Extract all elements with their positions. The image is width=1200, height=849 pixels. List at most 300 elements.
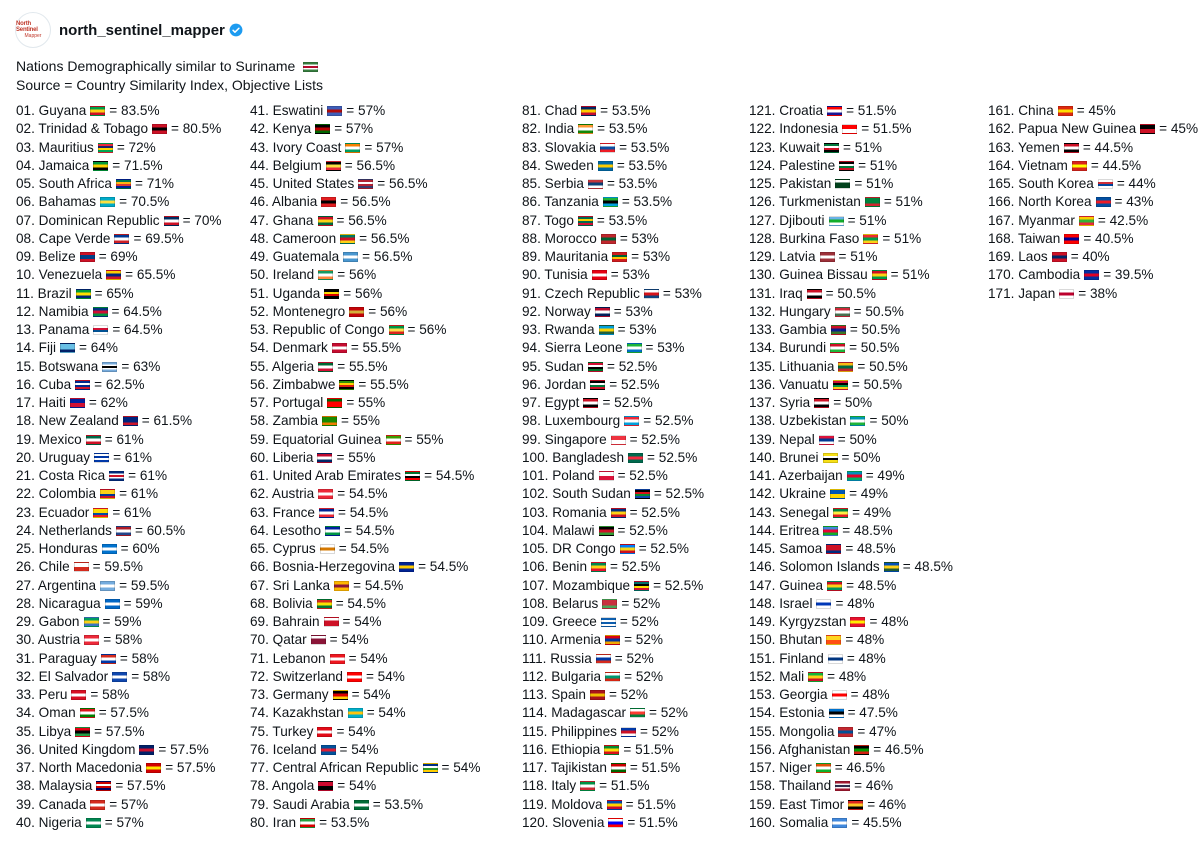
similarity-value: = 52.5% <box>617 522 668 538</box>
country-flag-icon <box>300 818 315 828</box>
country-label: 115. Philippines <box>522 723 617 739</box>
similarity-value: = 69.5% <box>133 230 184 246</box>
country-label: 154. Estonia <box>749 705 825 721</box>
ranking-row <box>749 339 953 357</box>
country-flag-icon <box>324 617 339 627</box>
country-flag-icon <box>828 654 843 664</box>
similarity-value: = 57.5% <box>115 778 166 794</box>
ranking-row <box>749 157 953 175</box>
similarity-value: = 56.5% <box>336 212 387 228</box>
ranking-row <box>749 668 953 686</box>
country-label: 142. Ukraine <box>749 486 827 502</box>
ranking-row <box>749 741 953 759</box>
similarity-value: = 48% <box>846 650 886 666</box>
country-label: 135. Lithuania <box>749 358 835 374</box>
similarity-value: = 52% <box>619 614 659 629</box>
country-flag-icon <box>850 416 865 426</box>
ranking-row <box>250 522 480 540</box>
country-flag-icon <box>318 362 333 372</box>
country-label: 52. Montenegro <box>250 303 346 319</box>
country-flag-icon <box>80 708 95 718</box>
ranking-row <box>250 759 480 777</box>
ranking-row <box>749 212 953 230</box>
similarity-value: = 50% <box>869 413 909 429</box>
country-label: 01. Guyana <box>16 103 87 118</box>
ranking-row <box>250 613 480 631</box>
country-flag-icon <box>842 124 857 134</box>
country-label: 48. Cameroon <box>250 230 337 246</box>
ranking-row <box>250 212 480 230</box>
country-flag-icon <box>321 197 336 207</box>
country-flag-icon <box>1064 143 1079 153</box>
ranking-row <box>522 120 704 138</box>
country-flag-icon <box>816 763 831 773</box>
country-flag-icon <box>588 179 603 189</box>
ranking-row <box>522 157 704 175</box>
ranking-row <box>16 120 222 138</box>
ranking-row <box>16 558 222 576</box>
similarity-value: = 51.5% <box>627 814 678 830</box>
country-flag-icon <box>345 143 360 153</box>
country-flag-icon <box>580 781 595 791</box>
ranking-row <box>250 814 480 832</box>
country-flag-icon <box>835 179 850 189</box>
similarity-value: = 62.5% <box>94 376 145 392</box>
country-label: 140. Brunei <box>749 449 819 465</box>
similarity-value: = 52.5% <box>609 376 660 392</box>
country-label: 57. Portugal <box>250 395 324 410</box>
similarity-value: = 52.5% <box>653 577 704 593</box>
ranking-row <box>250 157 480 175</box>
country-flag-icon <box>644 289 659 299</box>
ranking-row <box>749 358 953 376</box>
ranking-row <box>749 139 953 157</box>
similarity-value: = 51% <box>882 230 922 246</box>
country-flag-icon <box>93 161 108 171</box>
country-label: 89. Mauritania <box>522 249 609 264</box>
similarity-value: = 52% <box>639 723 679 739</box>
similarity-value: = 65% <box>94 285 134 301</box>
ranking-row <box>250 285 480 303</box>
similarity-value: = 49% <box>849 486 889 502</box>
ranking-row <box>16 777 222 795</box>
ranking-row <box>988 212 1198 230</box>
ranking-row <box>749 449 953 467</box>
country-flag-icon <box>603 197 618 207</box>
country-label: 83. Slovakia <box>522 139 597 155</box>
country-label: 103. Romania <box>522 504 607 520</box>
similarity-value: = 51% <box>858 157 898 173</box>
similarity-value: = 69% <box>98 249 138 264</box>
country-label: 136. Vanuatu <box>749 376 829 392</box>
country-flag-icon <box>347 672 362 682</box>
country-label: 33. Peru <box>16 687 68 702</box>
similarity-value: = 72% <box>116 139 156 155</box>
country-label: 28. Nicaragua <box>16 595 101 611</box>
country-label: 27. Argentina <box>16 577 97 593</box>
similarity-value: = 53% <box>613 303 653 319</box>
ranking-row <box>250 577 480 595</box>
country-flag-icon <box>814 398 829 408</box>
similarity-value: = 71.5% <box>112 157 163 173</box>
similarity-value: = 59.5% <box>92 559 143 575</box>
similarity-value: = 44.5% <box>1082 139 1134 155</box>
ranking-row <box>16 613 222 631</box>
country-label: 162. Papua New Guinea <box>988 121 1137 137</box>
ranking-row <box>522 358 704 376</box>
ranking-row <box>749 175 953 193</box>
country-flag-icon <box>164 216 179 226</box>
similarity-value: = 52.5% <box>629 504 680 520</box>
country-flag-icon <box>595 307 610 317</box>
similarity-value: = 52.5% <box>653 486 705 502</box>
ranking-row <box>16 431 222 449</box>
ranking-row <box>749 285 953 303</box>
country-label: 72. Switzerland <box>250 668 343 684</box>
ranking-row <box>522 285 704 303</box>
country-flag-icon <box>100 197 115 207</box>
ranking-row <box>250 376 480 394</box>
ranking-row <box>250 120 480 138</box>
similarity-value: = 50% <box>837 431 877 447</box>
ranking-row <box>16 577 222 595</box>
country-label: 47. Ghana <box>250 212 314 228</box>
similarity-value: = 46.5% <box>873 741 924 757</box>
country-flag-icon <box>112 672 127 682</box>
country-flag-icon <box>340 234 355 244</box>
similarity-value: = 52.5% <box>638 541 689 556</box>
similarity-value: = 51.5% <box>599 778 650 794</box>
country-label: 114. Madagascar <box>522 705 627 721</box>
ranking-row <box>988 139 1198 157</box>
country-label: 42. Kenya <box>250 121 312 137</box>
similarity-value: = 53.5% <box>619 139 670 155</box>
country-flag-icon <box>322 416 337 426</box>
similarity-value: = 59% <box>123 595 163 611</box>
country-label: 45. United States <box>250 176 355 191</box>
country-flag-icon <box>101 654 116 664</box>
ranking-row <box>16 668 222 686</box>
similarity-value: = 48% <box>827 668 867 684</box>
caption-title: Nations Demographically similar to Suriname <box>16 58 296 74</box>
similarity-value: = 58% <box>131 668 171 684</box>
country-flag-icon <box>620 544 635 554</box>
ranking-row <box>250 230 480 248</box>
country-flag-icon <box>598 161 613 171</box>
country-flag-icon <box>1058 106 1073 116</box>
ranking-row <box>16 595 222 613</box>
ranking-row <box>522 303 704 321</box>
country-label: 122. Indonesia <box>749 121 839 137</box>
ranking-row <box>522 248 704 266</box>
similarity-value: = 54.5% <box>338 541 389 556</box>
country-label: 127. Djibouti <box>749 212 825 228</box>
similarity-value: = 80.5% <box>171 121 222 137</box>
similarity-value: = 40% <box>1070 249 1110 264</box>
ranking-row <box>16 212 222 230</box>
country-flag-icon <box>317 599 332 609</box>
country-flag-icon <box>826 635 841 645</box>
ranking-row <box>16 540 222 558</box>
ranking-row <box>988 193 1198 211</box>
ranking-row <box>250 723 480 741</box>
country-label: 101. Poland <box>522 468 595 483</box>
country-label: 70. Qatar <box>250 632 307 648</box>
similarity-value: = 53% <box>662 285 702 301</box>
country-flag-icon <box>624 416 639 426</box>
similarity-value: = 48% <box>835 595 875 611</box>
ranking-row <box>16 157 222 175</box>
country-flag-icon <box>116 526 131 536</box>
similarity-value: = 65.5% <box>125 267 176 283</box>
ranking-row <box>250 339 480 357</box>
country-flag-icon <box>839 161 854 171</box>
country-label: 107. Mozambique <box>522 577 631 593</box>
similarity-value: = 70% <box>182 212 222 228</box>
country-flag-icon <box>70 398 85 408</box>
country-flag-icon <box>596 654 611 664</box>
country-label: 74. Kazakhstan <box>250 705 344 721</box>
similarity-value: = 71% <box>134 176 174 191</box>
country-flag-icon <box>605 635 620 645</box>
country-label: 63. France <box>250 504 315 520</box>
country-label: 29. Gabon <box>16 614 80 629</box>
country-flag-icon <box>71 690 86 700</box>
ranking-row <box>988 230 1198 248</box>
ranking-row <box>522 212 704 230</box>
avatar-label-bottom: Mapper <box>24 33 42 39</box>
ranking-row <box>16 485 222 503</box>
country-flag-icon <box>76 289 91 299</box>
country-label: 69. Bahrain <box>250 614 320 629</box>
country-label: 125. Pakistan <box>749 176 832 191</box>
ranking-row <box>749 540 953 558</box>
country-flag-icon <box>1098 179 1113 189</box>
similarity-value: = 56% <box>337 267 377 283</box>
country-label: 112. Bulgaria <box>522 668 602 684</box>
country-flag-icon <box>320 544 335 554</box>
ranking-row <box>749 431 953 449</box>
ranking-row <box>988 248 1198 266</box>
country-label: 30. Austria <box>16 632 81 648</box>
ranking-row <box>749 650 953 668</box>
similarity-value: = 51.5% <box>846 103 897 118</box>
similarity-value: = 51% <box>847 212 887 228</box>
country-label: 168. Taiwan <box>988 230 1061 246</box>
country-label: 39. Canada <box>16 796 87 812</box>
country-label: 119. Moldova <box>522 796 603 812</box>
ranking-row <box>250 193 480 211</box>
country-label: 165. South Korea <box>988 176 1094 191</box>
similarity-value: = 50.5% <box>849 340 900 356</box>
ranking-row <box>522 796 704 814</box>
ranking-row <box>250 358 480 376</box>
country-label: 20. Uruguay <box>16 449 91 465</box>
ranking-row <box>522 814 704 832</box>
similarity-value: = 44% <box>1116 176 1156 191</box>
similarity-value: = 53% <box>645 340 685 356</box>
country-flag-icon <box>820 252 835 262</box>
country-flag-icon <box>327 106 342 116</box>
similarity-value: = 57% <box>346 103 386 118</box>
country-label: 73. Germany <box>250 687 329 702</box>
ranking-row <box>749 102 953 120</box>
similarity-value: = 55.5% <box>337 358 388 374</box>
similarity-value: = 52% <box>621 595 661 611</box>
similarity-value: = 52.5% <box>629 431 680 447</box>
country-label: 150. Bhutan <box>749 632 823 648</box>
similarity-value: = 50.5% <box>851 376 903 392</box>
country-label: 82. India <box>522 121 575 137</box>
ranking-row <box>522 741 704 759</box>
country-label: 152. Mali <box>749 668 805 684</box>
country-flag-icon <box>611 508 626 518</box>
country-flag-icon <box>116 179 131 189</box>
country-flag-icon <box>832 690 847 700</box>
country-flag-icon <box>590 380 605 390</box>
country-flag-icon <box>317 453 332 463</box>
similarity-value: = 53.5% <box>319 814 370 830</box>
country-label: 41. Eswatini <box>250 103 324 118</box>
similarity-value: = 39.5% <box>1103 267 1154 283</box>
country-label: 78. Angola <box>250 778 315 794</box>
similarity-value: = 61% <box>104 431 144 447</box>
country-label: 133. Gambia <box>749 322 827 337</box>
country-flag-icon <box>607 800 622 810</box>
similarity-value: = 57.5% <box>98 705 149 721</box>
country-label: 37. North Macedonia <box>16 760 143 775</box>
ranking-row <box>250 303 480 321</box>
ranking-row <box>16 266 222 284</box>
country-flag-icon <box>106 270 121 280</box>
country-flag-icon <box>824 143 839 153</box>
similarity-value: = 50.5% <box>849 322 901 337</box>
country-flag-icon <box>830 489 845 499</box>
country-label: 36. United Kingdom <box>16 741 136 757</box>
ranking-row <box>522 686 704 704</box>
country-flag-icon <box>324 289 339 299</box>
country-label: 110. Armenia <box>522 632 602 648</box>
country-flag-icon <box>854 745 869 755</box>
ranking-row <box>749 558 953 576</box>
country-label: 25. Honduras <box>16 541 98 556</box>
ranking-row <box>522 558 704 576</box>
country-label: 54. Denmark <box>250 340 328 356</box>
similarity-value: = 46.5% <box>834 760 885 775</box>
country-flag-icon <box>816 599 831 609</box>
ranking-row <box>16 759 222 777</box>
country-flag-icon <box>80 252 95 262</box>
country-flag-icon <box>608 818 623 828</box>
country-flag-icon <box>872 270 887 280</box>
ranking-row <box>250 467 480 485</box>
country-label: 116. Ethiopia <box>522 741 601 757</box>
country-flag-icon <box>588 362 603 372</box>
similarity-value: = 60% <box>120 541 160 556</box>
ranking-row <box>749 723 953 741</box>
ranking-row <box>749 814 953 832</box>
country-label: 08. Cape Verde <box>16 230 111 246</box>
country-flag-icon <box>86 818 101 828</box>
country-label: 129. Latvia <box>749 249 816 264</box>
ranking-row <box>250 650 480 668</box>
ranking-row <box>250 321 480 339</box>
country-flag-icon <box>1064 234 1079 244</box>
ranking-row <box>16 394 222 412</box>
country-label: 61. United Arab Emirates <box>250 468 402 483</box>
similarity-value: = 61% <box>119 486 159 502</box>
similarity-value: = 46% <box>854 778 894 794</box>
similarity-value: = 44.5% <box>1090 157 1142 173</box>
country-flag-icon <box>592 270 607 280</box>
post-caption <box>16 57 323 95</box>
ranking-row <box>522 668 704 686</box>
avatar[interactable] <box>15 12 51 48</box>
country-flag-icon <box>389 325 404 335</box>
country-flag-icon <box>86 435 101 445</box>
country-label: 24. Netherlands <box>16 522 112 538</box>
ranking-row <box>522 467 704 485</box>
ranking-row <box>250 248 480 266</box>
similarity-value: = 64.5% <box>112 322 163 337</box>
country-flag-icon <box>317 727 332 737</box>
country-label: 06. Bahamas <box>16 194 97 210</box>
country-flag-icon <box>627 343 642 353</box>
similarity-value: = 56.5% <box>359 230 410 246</box>
ranking-row <box>250 504 480 522</box>
country-flag-icon <box>318 489 333 499</box>
ranking-row <box>16 723 222 741</box>
ranking-row <box>250 704 480 722</box>
country-label: 88. Morocco <box>522 230 597 246</box>
similarity-value: = 51% <box>883 194 923 210</box>
country-flag-icon <box>590 690 605 700</box>
similarity-value: = 57% <box>364 139 404 155</box>
country-label: 60. Liberia <box>250 449 314 465</box>
country-flag-icon <box>349 307 364 317</box>
country-label: 167. Myanmar <box>988 212 1075 228</box>
country-flag-icon <box>1084 270 1099 280</box>
country-flag-icon <box>1140 124 1155 134</box>
ranking-row <box>749 303 953 321</box>
country-label: 05. South Africa <box>16 176 112 191</box>
country-label: 104. Malawi <box>522 522 595 538</box>
ranking-row <box>16 285 222 303</box>
similarity-value: = 59% <box>102 614 142 629</box>
ranking-row <box>988 285 1198 303</box>
country-label: 93. Rwanda <box>522 322 595 337</box>
verified-badge-icon <box>229 23 243 37</box>
similarity-value: = 57.5% <box>165 760 216 775</box>
ranking-row <box>749 759 953 777</box>
country-label: 44. Belgium <box>250 157 322 173</box>
country-label: 132. Hungary <box>749 303 831 319</box>
ranking-row <box>522 412 704 430</box>
country-flag-icon <box>102 544 117 554</box>
ranking-row <box>250 412 480 430</box>
ranking-row <box>16 449 222 467</box>
username[interactable]: north_sentinel_mapper <box>59 21 225 39</box>
similarity-value: = 48.5% <box>902 559 953 575</box>
similarity-value: = 51.5% <box>623 741 674 757</box>
country-label: 118. Italy <box>522 778 577 794</box>
similarity-value: = 52.5% <box>602 395 653 410</box>
country-label: 160. Somalia <box>749 814 829 830</box>
similarity-value: = 63% <box>121 358 161 374</box>
similarity-value: = 53% <box>610 267 650 283</box>
ranking-row <box>250 485 480 503</box>
country-label: 35. Libya <box>16 723 72 739</box>
